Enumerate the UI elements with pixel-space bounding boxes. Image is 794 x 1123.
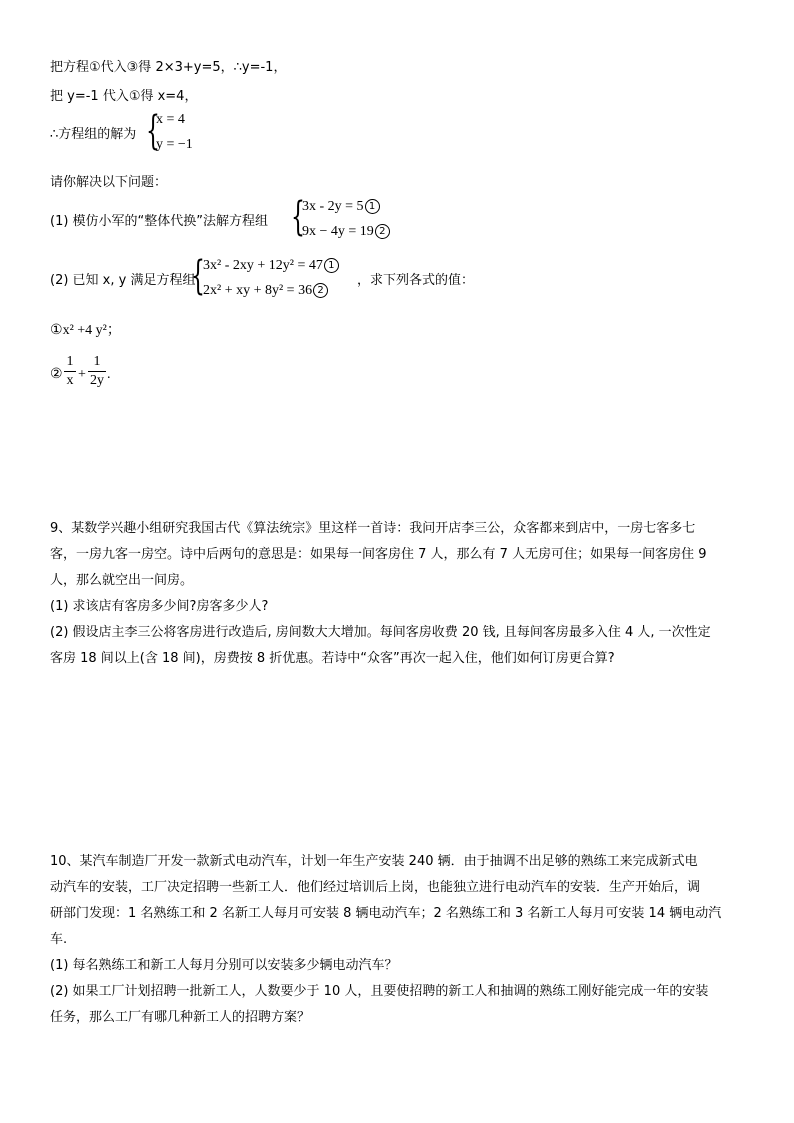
q2-item-2-fraction-2 <box>88 354 106 389</box>
q2-item-1-expression: x² +4 y²； <box>62 323 121 338</box>
solution-line-2: 把 y=-1 代入①得 x=4， <box>50 89 198 104</box>
q2-equation-2-mark: 2 <box>313 283 328 298</box>
q2-item-1-mark: ① <box>50 323 63 338</box>
problem-10 <box>50 849 750 1031</box>
q2-item-1 <box>50 322 121 340</box>
problem-9-sub-2-line-2: 客房 18 间以上(含 18 间)，房费按 8 折优惠。若诗中“众客”再次一起入住，他们如何订房更合算? <box>50 651 615 666</box>
q1-equation-1-text: 3x - 2y = 5 <box>302 199 364 214</box>
problem-10-sub-2-line-1: (2) 如果工厂计划招聘一批新工人，人数要少于 10 人，且要使招聘的新工人和抽调的熟练工刚好能完成一年的安装 <box>50 984 709 999</box>
solution-conclusion-label: ∴方程组的解为 <box>50 127 137 142</box>
problem-9-sub-2-line-1: (2) 假设店主李三公将客房进行改造后, 房间数大大增加。每间客房收费 20 钱, 且每间客房最多入住 4 人, 一次性定 <box>50 625 711 640</box>
fraction-2-denominator: 2y <box>90 373 104 388</box>
problem-10-line-4: 车. <box>50 932 68 947</box>
q2-item-2-end: . <box>107 367 111 382</box>
q1-equation-2 <box>302 224 390 240</box>
problem-10-sub-2-line-2: 任务，那么工厂有哪几种新工人的招聘方案？ <box>50 1010 311 1025</box>
q1-brace: { <box>291 194 305 240</box>
q2-brace: { <box>191 253 205 299</box>
problem-9-line-1: 9、某数学兴趣小组研究我国古代《算法统宗》里这样一首诗：我问开店李三公，众客都来到店中，一房七客多七 <box>50 521 696 536</box>
q1-equation-2-text: 9x − 4y = 19 <box>302 224 374 239</box>
q2-equation-1-mark: 1 <box>324 258 339 273</box>
problem-9-line-2: 客，一房九客一房空。诗中后两句的意思是：如果每一间客房住 7 人，那么有 7 人无房可住；如果每一间客房住 9 <box>50 547 707 562</box>
q2-item-2-plus: + <box>78 367 86 382</box>
q2-suffix: ，求下列各式的值： <box>357 273 475 288</box>
solution-line-1: 把方程①代入③得 2×3+y=5，∴y=-1， <box>50 60 287 75</box>
fraction-1-numerator: 1 <box>66 354 74 369</box>
q1-prefix: (1) 模仿小军的“整体代换”法解方程组 <box>50 214 269 229</box>
problem-9-sub-1: (1) 求该店有客房多少间?房客多少人? <box>50 599 269 614</box>
q2-prefix: (2) 已知 x, y 满足方程组 <box>50 273 196 288</box>
q2-item-2-mark: ② <box>50 367 63 382</box>
solution-brace: { <box>146 108 160 154</box>
q2-equation-2 <box>203 283 328 299</box>
q1-equation-1-mark: 1 <box>365 199 380 214</box>
q2-equation-1-text: 3x² - 2xy + 12y² = 47 <box>203 258 323 273</box>
q2-item-2-fraction-1 <box>64 354 76 389</box>
q1-equation-1 <box>302 199 380 215</box>
solution-system-row-2: y = −1 <box>156 137 193 152</box>
intro-text: 请你解决以下问题： <box>50 175 168 190</box>
problem-9 <box>50 516 750 672</box>
q1-equation-2-mark: 2 <box>375 224 390 239</box>
problem-10-line-2: 动汽车的安装，工厂决定招聘一些新工人．他们经过培训后上岗，也能独立进行电动汽车的安装．生产开始后，调 <box>50 880 701 895</box>
fraction-1-bar <box>64 371 76 372</box>
problem-10-line-3: 研部门发现：1 名熟练工和 2 名新工人每月可安装 8 辆电动汽车；2 名熟练工和 3 名新工人每月可安装 14 辆电动汽 <box>50 906 722 921</box>
q2-equation-1 <box>203 258 339 274</box>
problem-10-line-1: 10、某汽车制造厂开发一款新式电动汽车，计划一年生产安装 240 辆．由于抽调不出足够的熟练工来完成新式电 <box>50 854 698 869</box>
q2-equation-2-text: 2x² + xy + 8y² = 36 <box>203 283 313 298</box>
problem-9-line-3: 人，那么就空出一间房。 <box>50 573 194 588</box>
problem-10-sub-1: (1) 每名熟练工和新工人每月分别可以安装多少辆电动汽车？ <box>50 958 398 973</box>
fraction-2-bar <box>88 371 106 372</box>
fraction-1-denominator: x <box>66 373 74 388</box>
solution-system-row-1: x = 4 <box>156 112 185 127</box>
fraction-2-numerator: 1 <box>93 354 101 369</box>
